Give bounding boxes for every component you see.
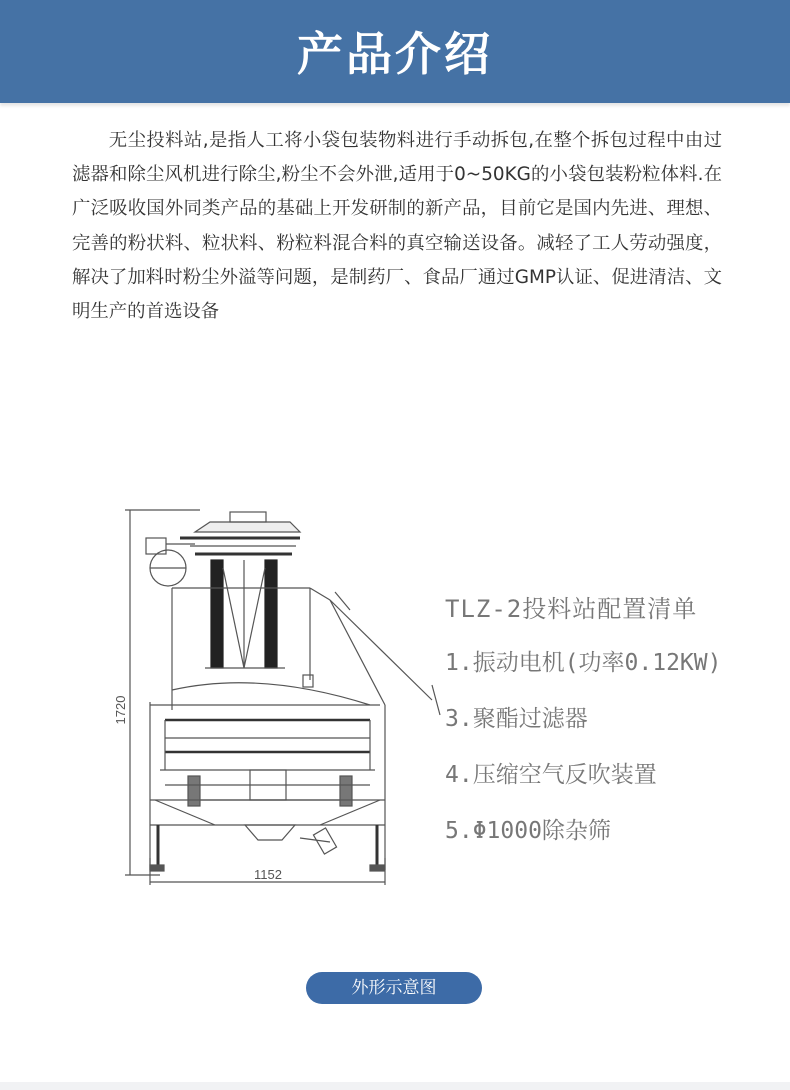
page-title: 产品介绍	[297, 27, 493, 81]
bottom-divider	[0, 1082, 790, 1090]
outline-caption-button[interactable]: 外形示意图	[306, 972, 482, 1004]
intro-paragraph: 无尘投料站,是指人工将小袋包装物料进行手动拆包,在整个拆包过程中由过滤器和除尘风机进行除尘,粉尘不会外泄,适用于0~50KG的小袋包装粉粒体料.在广泛吸收国外同类产品的基础上开发研制的新产品，目前它是国内先进、理想、完善的粉状料、粒状料、粉粒料混合料的真空输送设备。减轻了工人劳动强度，解决了加料时粉尘外溢等问题，是制药厂、食品厂通过GMP认证、促进清洁、文明生产的首选设备	[72, 130, 722, 323]
width-dimension: 1152	[254, 867, 282, 882]
height-dimension: 1720	[113, 695, 128, 725]
checklist-item: 5.Φ1000除杂筛	[445, 818, 611, 844]
checklist-item: 1.振动电机(功率0.12KW)	[445, 650, 722, 676]
config-checklist	[445, 583, 765, 859]
header-banner	[0, 0, 790, 103]
checklist-title: TLZ-2投料站配置清单	[445, 595, 698, 623]
checklist-item: 4.压缩空气反吹装置	[445, 762, 657, 788]
checklist-item: 3.聚酯过滤器	[445, 706, 588, 732]
